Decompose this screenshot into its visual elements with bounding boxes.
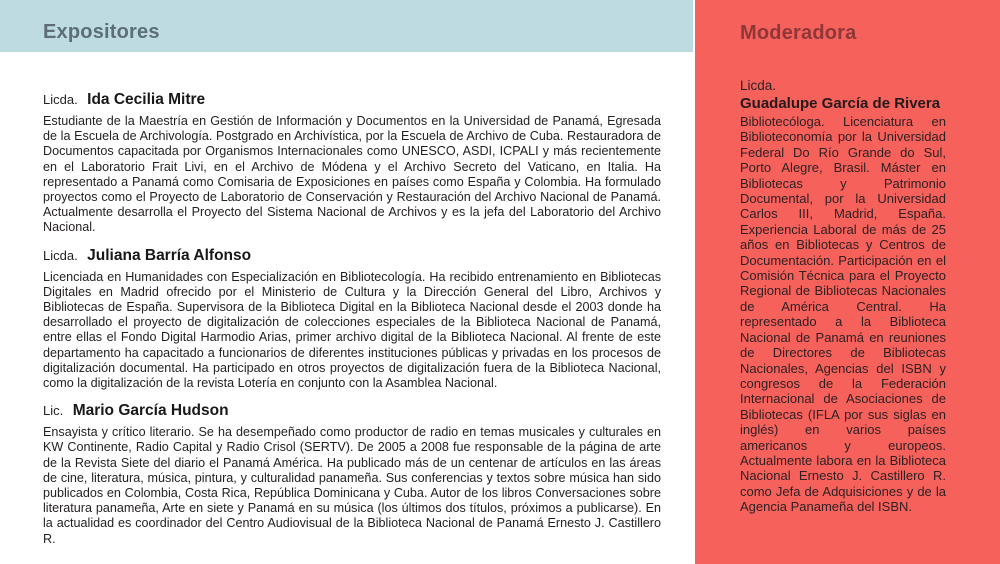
speaker-bio: Estudiante de la Maestría en Gestión de Información y Documentos en la Universidad de Panamá, Egresada de la Escuela de Archivología. Postgrado en Archivística, por la Escuela de Archivo de Cuba. Restauradora de Documentos capacitada por Organismos Internacionales como UNESCO, ASDI, ICPALI y más recientemente en el Laboratorio Frait Livi, en el Archivo de Módena y el Archivo Secreto del Vaticano, en Italia. Ha representado a Panamá como Comisaria de Exposiciones en países como España y Colombia. Ha formulado proyectos como el Proyecto de Laboratorio de Conservación y Restauración del Archivo Nacional de Panamá. Actualmente desarrolla el Proyecto del Sistema Nacional de Archivos y es la jefa del Laboratorio del Archivo Nacional. [43,114,661,235]
speaker-name: Juliana Barría Alfonso [87,246,252,264]
speaker-heading [43,401,661,420]
speaker-degree: Licda. [43,247,78,263]
moderadora-section [695,0,1000,564]
moderadora-content [740,78,946,515]
speaker-degree: Licda. [43,92,78,107]
speaker-bio: Ensayista y crítico literario. Se ha desempeñado como productor de radio en temas musicales y culturales en KW Continente, Radio Capital y Radio Crisol (SERTV). De 2005 a 2008 fue responsable de la página de arte de la Revista Siete del diario el Panamá América. Ha publicado más de un centenar de artículos en las áreas de cine, literatura, música, pintura, y culturalidad panameña. Sus conferencias y textos sobre música han sido publicados en Colombia, Costa Rica, República Dominicana y Cuba. Autor de los libros Conversaciones sobre literatura panameña, Arte en siete y Panamá en su música (los últimos dos títulos, próximos a publicarse). En la actualidad es coordinador del Centro Audiovisual de la Biblioteca Nacional de Panamá Ernesto J. Castillero R. [43,425,661,546]
speaker-degree: Lic. [43,403,64,419]
moderator-degree: Licda. [740,78,777,93]
moderator-name: Guadalupe García de Rivera [740,95,941,112]
speaker-bio: Licenciada en Humanidades con Especialización en Bibliotecología. Ha recibido entrenamiento en Bibliotecas Digitales en Madrid ofrecido por el Ministerio de Cultura y la Dirección General del Libro, Archivos y Bibliotecas de España. Supervisora de la Biblioteca Digital en la Biblioteca Nacional desde el 2003 donde ha desarrollado el proyecto de digitalización de colecciones especiales de la Biblioteca Nacional de Panamá, entre ellas el Fondo Digital Harmodio Arias, primer archivo digital de la Biblioteca Nacional. Al frente de este departamento ha capacitado a funcionarios de diferentes instituciones públicas y privadas en los procesos de digitalización documental. Ha participado en otros proyectos de digitalización fuera de la Biblioteca Nacional, como la digitalización de la revista Lotería en conjunto con la Asamblea Nacional. [43,269,661,391]
speaker-heading [43,246,661,265]
speaker-heading [43,90,661,109]
expositores-title: Expositores [43,21,160,43]
moderadora-title: Moderadora [740,22,857,44]
speaker-name: Ida Cecilia Mitre [87,91,206,108]
expositores-content [43,90,661,557]
speaker-name: Mario García Hudson [72,402,229,420]
moderator-bio: Bibliotecóloga. Licenciatura en Biblioteconomía por la Universidad Federal Do Río Grande do Sul, Porto Alegre, Brasil. Máster en Bibliotecas y Patrimonio Documental, por la Universidad Carlos III, Madrid, España. Experiencia Laboral de más de 25 años en Bibliotecas y Centros de Documentación. Participación en el Comisión Técnica para el Proyecto Regional de Bibliotecas Nacionales de América Central. Ha representado a la Biblioteca Nacional de Panamá en reuniones de Directores de Bibliotecas Nacionales, Agencias del ISBN y congresos de la Federación Internacional de Asociaciones de Bibliotecas (IFLA por sus siglas en inglés) en varios países americanos y europeos. Actualmente labora en la Biblioteca Nacional Ernesto J. Castillero R. como Jefa de Adquisiciones y de la Agencia Panameña del ISBN. [740,114,946,515]
